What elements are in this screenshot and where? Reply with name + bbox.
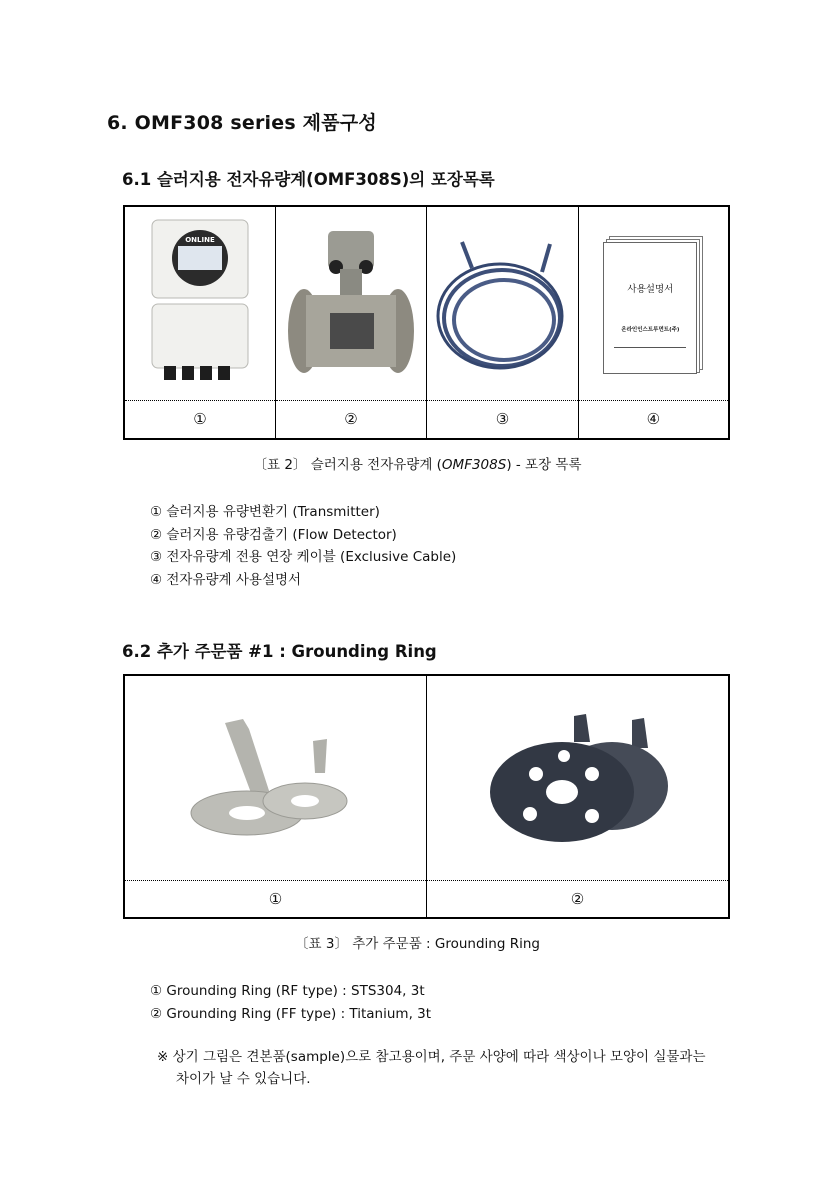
ff-ring-image	[482, 708, 672, 848]
item-number: ②	[275, 400, 426, 439]
list-item: ④ 전자유량계 사용설명서	[150, 571, 302, 588]
manual-cell	[578, 206, 729, 400]
disclaimer-note	[157, 1046, 797, 1090]
package-list-table	[123, 205, 730, 440]
rf-ring-image	[185, 713, 365, 843]
list-item: ② Grounding Ring (FF type) : Titanium, 3t	[150, 1005, 432, 1022]
item-number: ①	[124, 880, 426, 918]
section-title: 6. OMF308 series 제품구성	[107, 112, 377, 134]
manual-image	[603, 236, 703, 371]
transmitter-cell	[124, 206, 275, 400]
flow-detector-cell	[275, 206, 426, 400]
table-3-caption: 〔표 3〕 추가 주문품 : Grounding Ring	[295, 936, 540, 952]
section-6-2-heading: 6.2 추가 주문품 #1 : Grounding Ring	[122, 642, 437, 661]
manual-title: 사용설명서	[627, 283, 674, 295]
note-line: 차이가 날 수 있습니다.	[176, 1071, 311, 1087]
manual-company: 온라인인스트루먼트(주)	[621, 326, 680, 333]
flow-detector-image	[286, 223, 416, 383]
list-item: ② 슬러지용 유량검출기 (Flow Detector)	[150, 526, 397, 543]
ff-ring-cell	[426, 675, 729, 880]
note-line: ※ 상기 그림은 견본품(sample)으로 참고용이며, 주문 사양에 따라 색상이나 모양이 실물과는	[157, 1049, 706, 1065]
grounding-ring-list	[150, 980, 431, 1025]
display-brand-text: ONLINE	[185, 236, 215, 245]
cable-cell	[427, 206, 579, 400]
list-item: ③ 전자유량계 전용 연장 케이블 (Exclusive Cable)	[150, 549, 457, 565]
item-number: ①	[124, 400, 275, 439]
cable-image	[432, 228, 572, 378]
item-number: ④	[578, 400, 729, 439]
list-item: ① 슬러지용 유량변환기 (Transmitter)	[150, 504, 380, 520]
item-number: ③	[427, 400, 579, 439]
item-number: ②	[426, 880, 729, 918]
package-item-list	[150, 501, 456, 591]
table-2-caption: 〔표 2〕 슬러지용 전자유량계 (OMF308S) - 포장 목록	[253, 457, 582, 473]
rf-ring-cell	[124, 675, 426, 880]
list-item: ① Grounding Ring (RF type) : STS304, 3t	[150, 983, 425, 999]
section-6-1-heading: 6.1 슬러지용 전자유량계(OMF308S)의 포장목록	[122, 170, 495, 189]
grounding-ring-table	[123, 674, 730, 919]
transmitter-image	[140, 218, 260, 388]
